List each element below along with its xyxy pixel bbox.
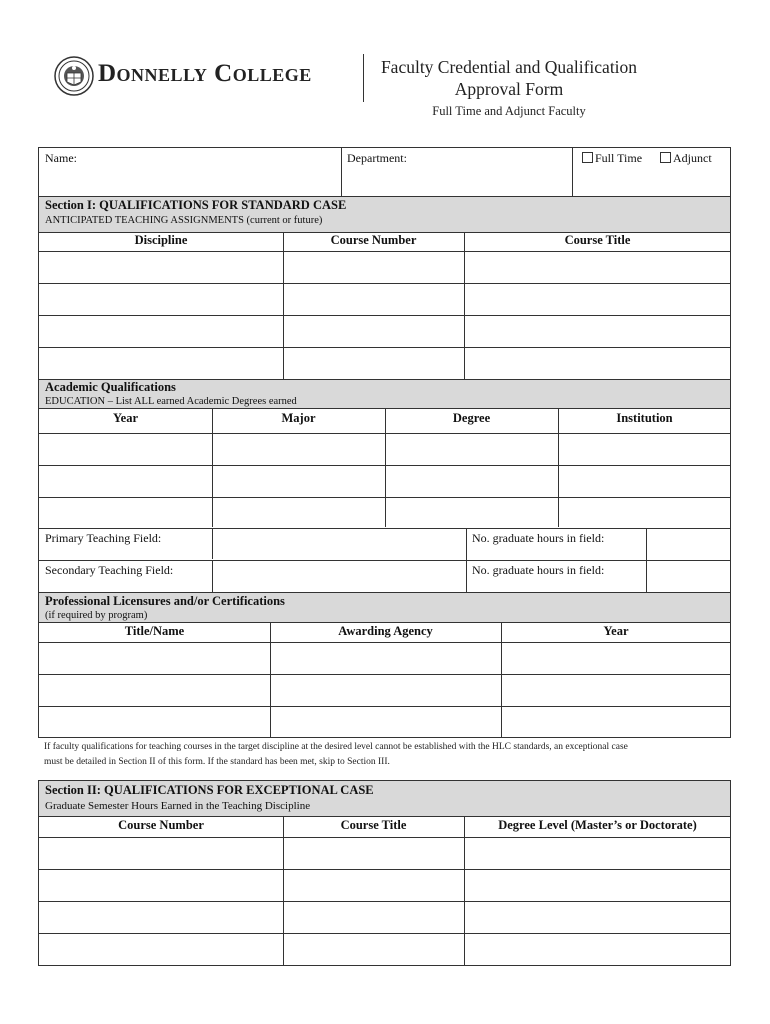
- college-seal-icon: [54, 56, 94, 96]
- note-line-1: If faculty qualifications for teaching courses in the target discipline at the desired level cannot be established with the HLC standards, an exceptional case: [44, 742, 628, 752]
- divider: [39, 816, 730, 817]
- col-course-number: Course Number: [330, 233, 417, 247]
- form-title: [374, 56, 644, 100]
- col-license-year: Year: [603, 624, 629, 638]
- grad-hours-label-2: No. graduate hours in field:: [472, 563, 605, 577]
- section-2-table: [38, 780, 731, 966]
- header-divider: [363, 54, 364, 102]
- col-s2-course-number: Course Number: [118, 818, 204, 832]
- academic-subtitle: EDUCATION – List ALL earned Academic Degrees earned: [45, 396, 297, 407]
- grad-hours-input-2[interactable]: [647, 561, 731, 592]
- col-year: Year: [113, 411, 138, 425]
- licensure-table: [38, 592, 731, 738]
- full-time-label: Full Time: [595, 151, 643, 165]
- section-1-table: [38, 196, 731, 380]
- name-label: Name:: [45, 151, 77, 165]
- form-title-line-1: Faculty Credential and Qualification: [380, 57, 638, 77]
- academic-title: Academic Qualifications: [45, 380, 176, 394]
- exceptional-row[interactable]: [39, 838, 730, 869]
- primary-field-label: Primary Teaching Field:: [45, 531, 162, 545]
- exceptional-case-note: [44, 740, 734, 770]
- adjunct-checkbox[interactable]: [660, 152, 671, 163]
- col-awarding-agency: Awarding Agency: [338, 624, 433, 638]
- info-row: [38, 147, 731, 197]
- col-degree: Degree: [452, 411, 491, 425]
- form-header: [54, 52, 734, 132]
- assignment-row[interactable]: [39, 284, 730, 315]
- licensure-row[interactable]: [39, 643, 730, 674]
- grad-hours-label-1: No. graduate hours in field:: [472, 531, 605, 545]
- col-s2-course-title: Course Title: [340, 818, 407, 832]
- education-row[interactable]: [39, 466, 730, 497]
- col-course-title: Course Title: [564, 233, 631, 247]
- col-major: Major: [281, 411, 316, 425]
- section-2-title: Section II: QUALIFICATIONS FOR EXCEPTIONAL CASE: [45, 783, 374, 797]
- exceptional-row[interactable]: [39, 902, 730, 933]
- grad-hours-input-1[interactable]: [647, 529, 731, 560]
- assignment-row[interactable]: [39, 316, 730, 347]
- academic-qualifications-table: [38, 379, 731, 593]
- education-row[interactable]: [39, 498, 730, 528]
- full-time-checkbox[interactable]: [582, 152, 593, 163]
- assignment-row[interactable]: [39, 252, 730, 283]
- exceptional-row[interactable]: [39, 870, 730, 901]
- primary-field-input[interactable]: [213, 529, 466, 560]
- col-title-name: Title/Name: [124, 624, 185, 638]
- divider: [39, 622, 730, 623]
- college-name: Donnelly College: [98, 60, 312, 87]
- section-1-title: Section I: QUALIFICATIONS FOR STANDARD CASE: [45, 198, 347, 212]
- secondary-field-input[interactable]: [213, 561, 466, 592]
- secondary-field-label: Secondary Teaching Field:: [45, 563, 174, 577]
- licensure-row[interactable]: [39, 675, 730, 706]
- form-subtitle: Full Time and Adjunct Faculty: [432, 104, 586, 118]
- assignment-row[interactable]: [39, 348, 730, 379]
- department-field[interactable]: [342, 148, 572, 196]
- form-title-line-2: Approval Form: [454, 79, 564, 99]
- exceptional-row[interactable]: [39, 934, 730, 965]
- divider: [466, 528, 467, 592]
- licensure-title: Professional Licensures and/or Certifications: [45, 594, 285, 608]
- col-s2-degree-level: Degree Level (Master’s or Doctorate): [498, 818, 697, 832]
- name-field[interactable]: [39, 148, 341, 196]
- divider: [572, 148, 573, 196]
- licensure-row[interactable]: [39, 707, 730, 737]
- education-row[interactable]: [39, 434, 730, 465]
- col-discipline: Discipline: [134, 233, 188, 247]
- col-institution: Institution: [616, 411, 673, 425]
- note-line-2: must be detailed in Section II of this form. If the standard has been met, skip to Section III.: [44, 757, 390, 767]
- licensure-subtitle: (if required by program): [45, 610, 148, 621]
- section-1-subtitle: ANTICIPATED TEACHING ASSIGNMENTS (current or future): [45, 215, 323, 226]
- adjunct-label: Adjunct: [673, 151, 712, 165]
- section-2-subtitle: Graduate Semester Hours Earned in the Teaching Discipline: [45, 800, 311, 812]
- department-label: Department:: [347, 151, 407, 165]
